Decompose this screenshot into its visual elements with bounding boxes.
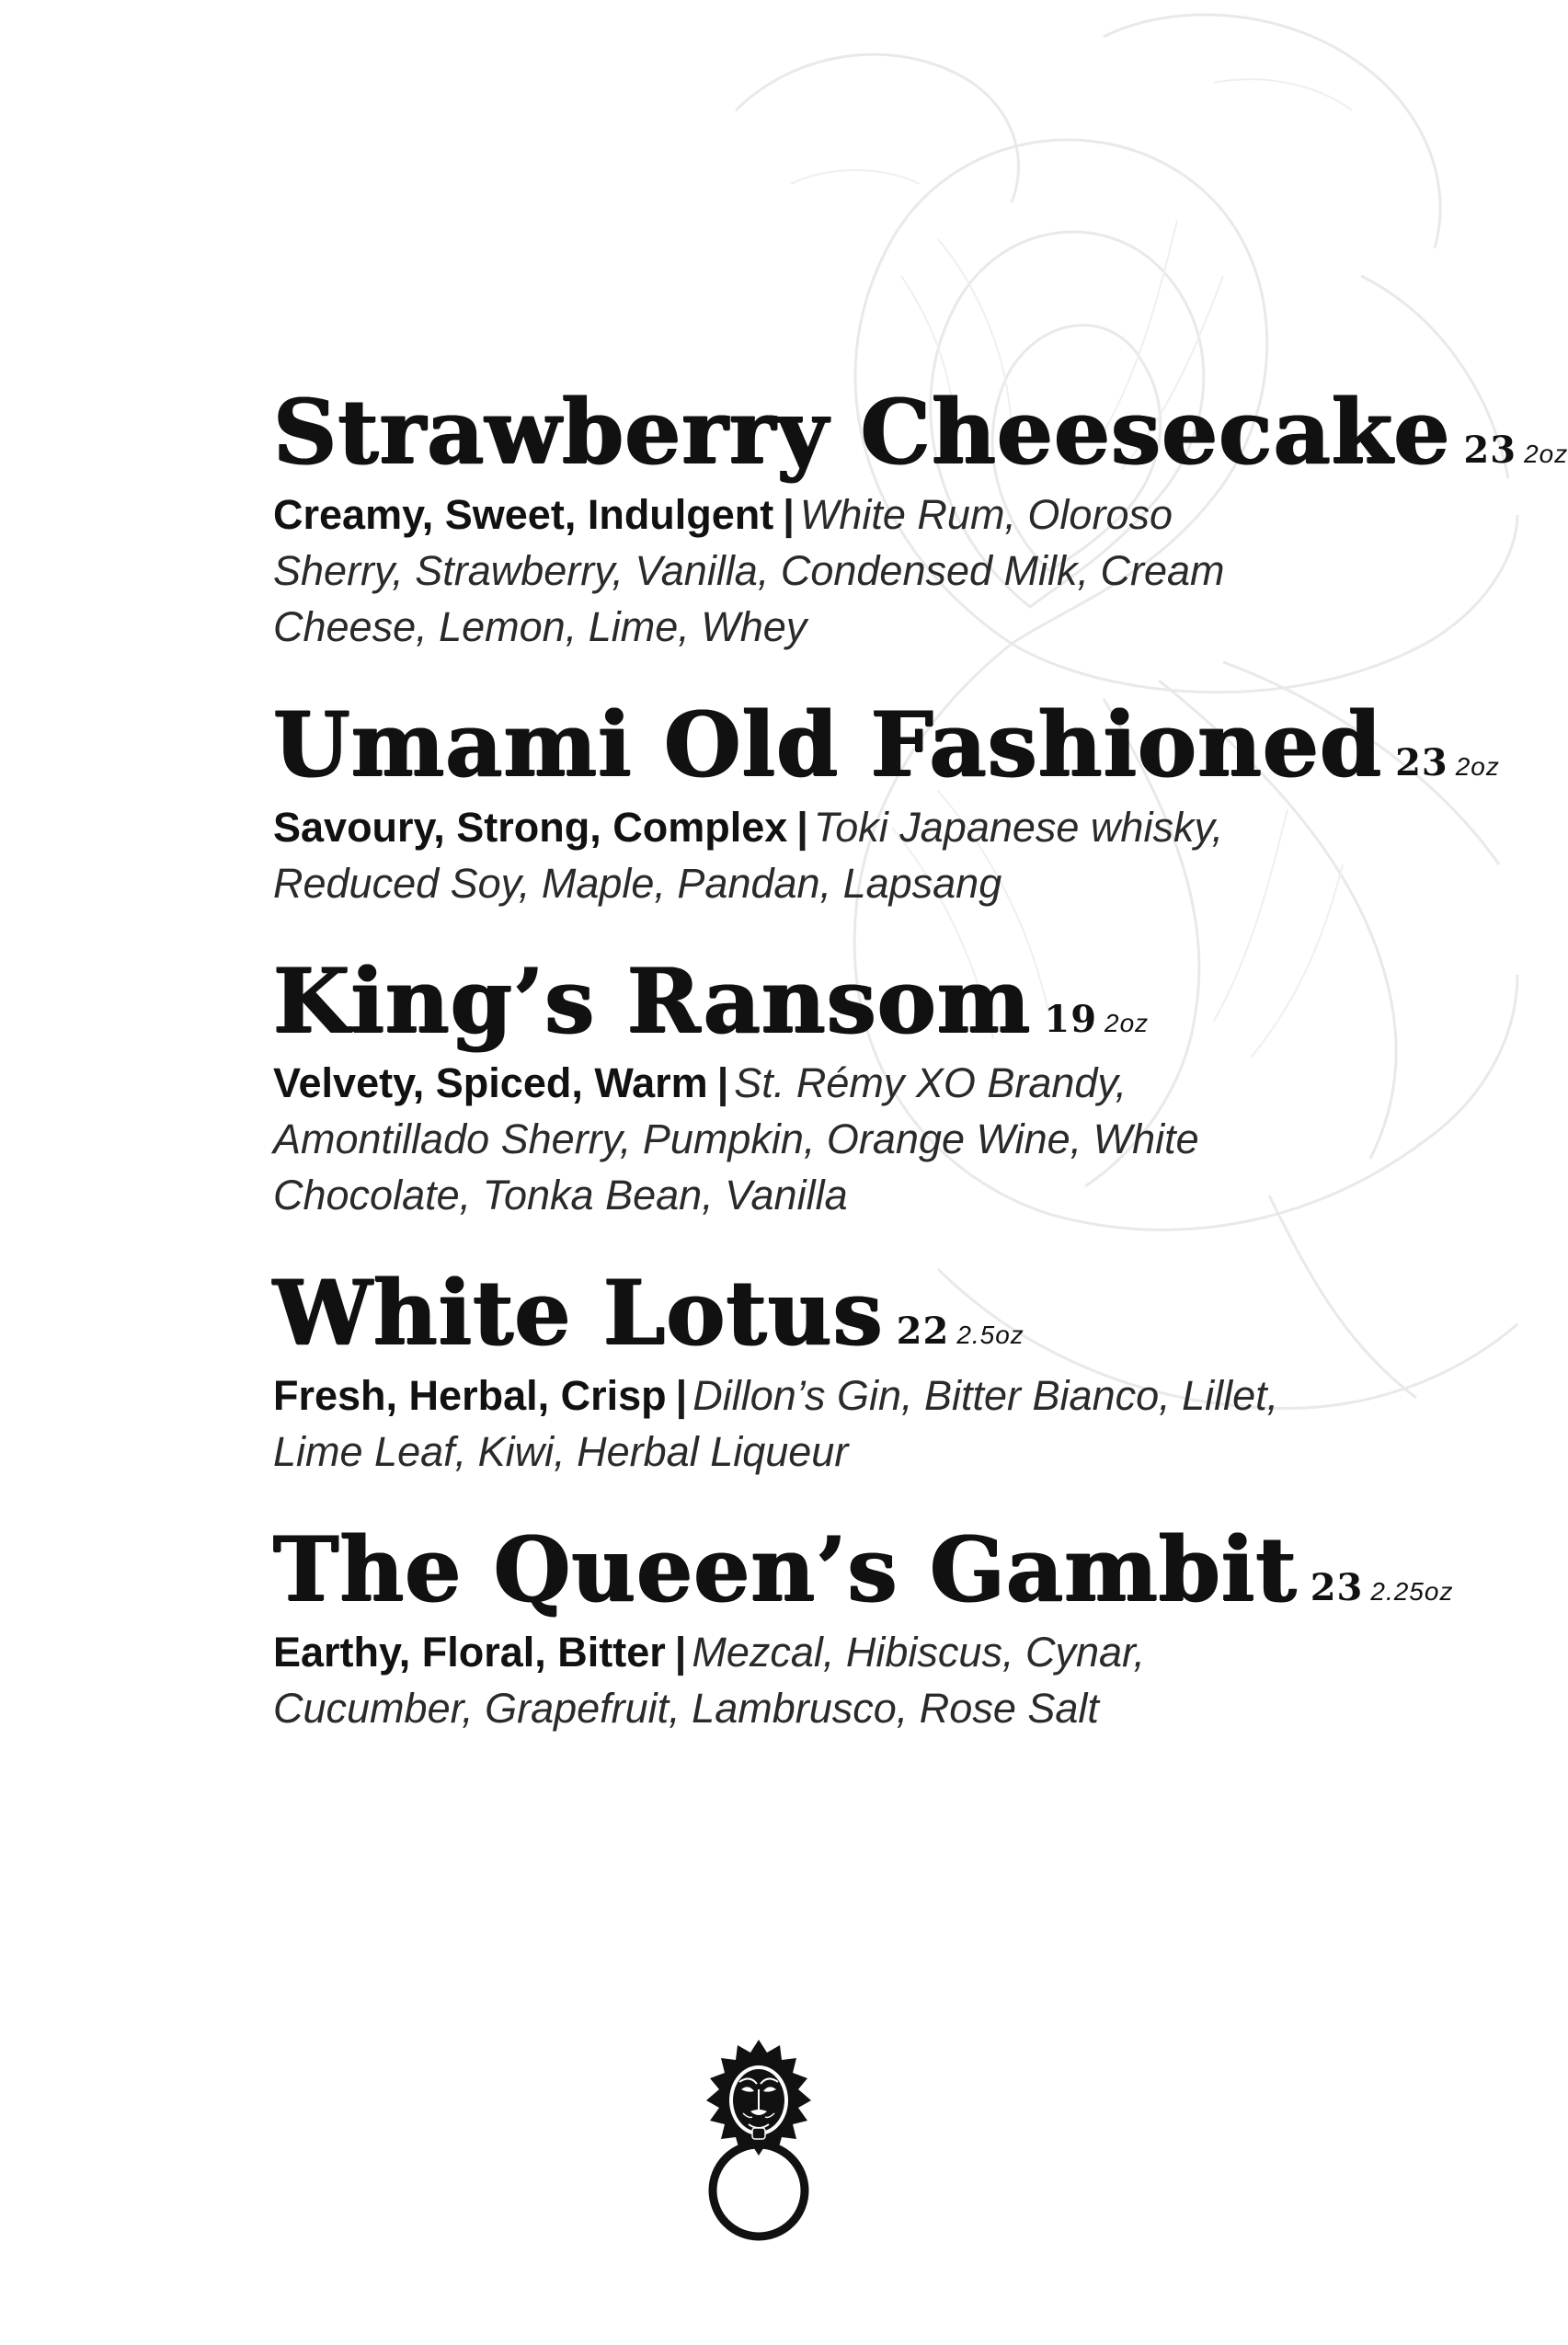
item-price: 19 — [1044, 997, 1098, 1041]
item-name: Umami Old Fashioned — [273, 692, 1383, 796]
item-separator: | — [716, 1059, 729, 1107]
menu-item-strawberry-cheesecake — [273, 380, 1568, 655]
item-volume: 2oz — [1524, 440, 1568, 468]
item-volume: 2.5oz — [956, 1321, 1024, 1350]
item-price: 22 — [896, 1310, 950, 1354]
item-name: The Queen’s Gambit — [273, 1517, 1298, 1622]
item-ingredients: White Rum, Oloroso Sherry, Strawberry, Vanilla, Condensed Milk, Cream Cheese, Lemon, Lime, Whey — [273, 490, 1225, 650]
item-title — [273, 948, 1340, 1053]
lion-door-knocker-icon — [697, 2032, 820, 2244]
item-flavor-profile: Creamy, Sweet, Indulgent — [273, 490, 774, 538]
item-flavor-profile: Velvety, Spiced, Warm — [273, 1059, 708, 1107]
item-name: Strawberry Cheesecake — [273, 380, 1451, 484]
item-title — [273, 1517, 1454, 1622]
item-title — [273, 692, 1500, 796]
item-separator: | — [674, 1628, 687, 1676]
item-name: White Lotus — [273, 1261, 884, 1366]
item-separator: | — [783, 490, 795, 538]
item-ingredients: Toki Japanese whisky, Reduced Soy, Maple, Pandan, Lapsang — [273, 803, 1224, 907]
item-name: King’s Ransom — [273, 948, 1032, 1053]
item-description — [273, 1367, 1312, 1480]
item-ingredients: St. Rémy XO Brandy, Amontillado Sherry, Pumpkin, Orange Wine, White Chocolate, Tonka Bean, Vanilla — [273, 1059, 1199, 1219]
cocktail-menu — [273, 380, 1568, 1736]
item-title — [273, 1261, 1340, 1366]
menu-item-the-queens-gambit — [273, 1517, 1454, 1736]
item-ingredients: Dillon’s Gin, Bitter Bianco, Lillet, Lime Leaf, Kiwi, Herbal Liqueur — [273, 1372, 1279, 1476]
item-price: 23 — [1310, 1566, 1364, 1610]
menu-item-umami-old-fashioned — [273, 692, 1500, 911]
item-flavor-profile: Earthy, Floral, Bitter — [273, 1628, 666, 1676]
menu-item-white-lotus — [273, 1261, 1340, 1480]
item-volume: 2oz — [1104, 1008, 1150, 1037]
item-volume: 2.25oz — [1370, 1577, 1454, 1607]
item-separator: | — [675, 1372, 688, 1420]
item-title — [273, 380, 1568, 484]
item-description — [273, 799, 1312, 911]
item-description — [273, 486, 1312, 655]
item-flavor-profile: Savoury, Strong, Complex — [273, 803, 788, 851]
item-price: 23 — [1395, 740, 1448, 784]
menu-item-kings-ransom — [273, 948, 1340, 1224]
item-price: 23 — [1463, 429, 1517, 472]
item-volume: 2oz — [1455, 751, 1500, 781]
item-description — [273, 1055, 1312, 1223]
item-ingredients: Mezcal, Hibiscus, Cynar, Cucumber, Grapefruit, Lambrusco, Rose Salt — [273, 1628, 1146, 1732]
item-separator: | — [796, 803, 808, 851]
item-flavor-profile: Fresh, Herbal, Crisp — [273, 1372, 667, 1420]
item-description — [273, 1624, 1312, 1736]
